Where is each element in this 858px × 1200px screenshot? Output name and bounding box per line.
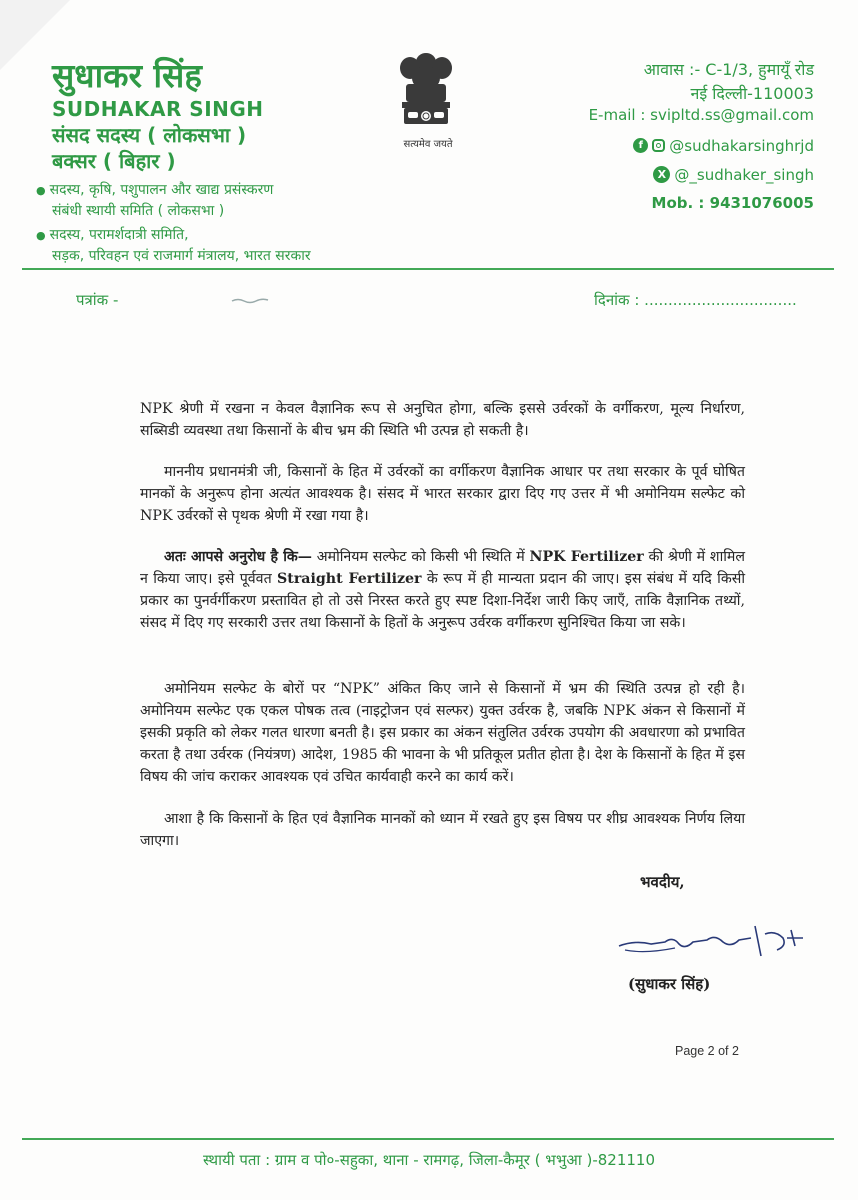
mobile-number: Mob. : 9431076005 xyxy=(651,194,814,212)
membership-line: सदस्य, परामर्शदात्री समिति, xyxy=(49,227,189,243)
bullet-icon: ● xyxy=(36,229,46,242)
paragraph-text: माननीय प्रधानमंत्री जी, किसानों के हित में उर्वरकों का वर्गीकरण वैज्ञानिक आधार पर तथा सरकार के पूर्व घोषित मानकों के अनुरूप होना अत्यंत आवश्यक है। संसद में भारत सरकार द्वारा दिए गए उत्तर में भी अमोनियम सल्फेट को NPK उर्वरकों से पृथक श्रेणी में रखा गया है। xyxy=(140,464,745,524)
instagram-icon xyxy=(652,139,665,152)
paragraph-1 xyxy=(140,398,745,442)
membership-item xyxy=(36,180,273,221)
x-handle: @_sudhaker_singh xyxy=(674,165,814,184)
date-label: दिनांक : ................................ xyxy=(594,291,797,309)
reference-number-label: पत्रांक - xyxy=(76,291,119,309)
paragraph-text: अमोनियम सल्फेट के बोरों पर “NPK” अंकित किए जाने से किसानों में भ्रम की स्थिति उत्पन्न हो रही है। अमोनियम सल्फेट एक एकल पोषक तत्व (नाइट्रोजन एवं सल्फर) युक्त उर्वरक है, जबकि NPK अंकन से किसानों में इसकी प्रकृति को लेकर गलत धारणा बनती है। इस प्रकार का अंकन संतुलित उर्वरक उपयोग की अवधारणा को प्रभावित करता है तथा उर्वरक (नियंत्रण) आदेश, 1985 की भावना के भी प्रतिकूल प्रतीत होता है। देश के किसानों के हित में इस विषय की जांच कराकर आवश्यक एवं उचित कार्यवाही करने का कार्य करें। xyxy=(140,681,745,785)
paragraph-text: NPK श्रेणी में रखना न केवल वैज्ञानिक रूप से अनुचित होगा, बल्कि इससे उर्वरकों के वर्गीकरण, मूल्य निर्धारण, सब्सिडी व्यवस्था तथा किसानों के बीच भ्रम की स्थिति भी उत्पन्न हो सकती है। xyxy=(140,401,745,439)
straight-fertilizer-term: Straight Fertilizer xyxy=(277,571,422,587)
membership-line: सड़क, परिवहन एवं राजमार्ग मंत्रालय, भारत सरकार xyxy=(52,248,311,264)
social-facebook-instagram[interactable] xyxy=(633,134,814,155)
salutation: भवदीय, xyxy=(640,873,685,891)
constituency-hindi: बक्सर ( बिहार ) xyxy=(52,149,176,173)
paragraph-text: के रूप में ही मान्यता प्रदान की जाए। इस संबंध में यदि किसी प्रकार का पुनर्वर्गीकरण प्रस्तावित हो तो उसे निरस्त करते हुए स्पष्ट दिशा-निर्देश जारी किए जाएँ, ताकि वैज्ञानिक तथ्यों, संसद में दिए गए सरकारी उत्तर तथा किसानों के हितों के अनुरूप उर्वरक वर्गीकरण सुनिश्चित किया जा सके। xyxy=(140,571,745,631)
national-emblem-icon xyxy=(386,44,466,134)
membership-item xyxy=(36,225,311,266)
social-x[interactable] xyxy=(653,164,814,184)
request-lead: अतः आपसे अनुरोध है कि— xyxy=(164,549,312,565)
redacted-mark xyxy=(230,296,270,304)
facebook-instagram-handle: @sudhakarsinghrjd xyxy=(669,136,814,155)
bullet-icon: ● xyxy=(36,184,46,197)
paragraph-2 xyxy=(140,461,745,527)
handwritten-signature xyxy=(615,920,815,964)
membership-line: संबंधी स्थायी समिति ( लोकसभा ) xyxy=(52,203,225,219)
footer-divider xyxy=(22,1138,834,1140)
page-number: Page 2 of 2 xyxy=(675,1044,739,1058)
x-logo-icon: X xyxy=(653,166,670,183)
paragraph-5 xyxy=(140,808,745,852)
email-text[interactable]: E-mail : svipltd.ss@gmail.com xyxy=(588,106,814,124)
signatory-name: (सुधाकर सिंह) xyxy=(628,975,711,993)
name-english: SUDHAKAR SINGH xyxy=(52,97,264,121)
header-divider xyxy=(22,268,834,270)
address-line: आवास :- C-1/3, हुमायूँ रोड xyxy=(643,60,814,79)
npk-fertilizer-term: NPK Fertilizer xyxy=(529,549,644,565)
emblem-motto: सत्यमेव जयते xyxy=(403,139,453,150)
paragraph-text: की श्रेणी में शामिल न किया जाए। इसे पूर्ववत xyxy=(140,549,746,587)
permanent-address: स्थायी पता : ग्राम व पो०-सहुका, थाना - रामगढ़, जिला-कैमूर ( भभुआ )-821110 xyxy=(202,1151,655,1169)
paragraph-3 xyxy=(140,546,745,634)
title-hindi: संसद सदस्य ( लोकसभा ) xyxy=(52,123,247,147)
address-city: नई दिल्ली-110003 xyxy=(690,84,814,103)
name-hindi: सुधाकर सिंह xyxy=(52,56,202,95)
paragraph-4 xyxy=(140,678,745,788)
paragraph-text: आशा है कि किसानों के हित एवं वैज्ञानिक मानकों को ध्यान में रखते हुए इस विषय पर शीघ्र आवश्यक निर्णय लिया जाएगा। xyxy=(140,811,745,849)
membership-line: सदस्य, कृषि, पशुपालन और खाद्य प्रसंस्करण xyxy=(49,182,274,198)
paragraph-text: अमोनियम सल्फेट को किसी भी स्थिति में xyxy=(311,549,530,565)
facebook-icon: f xyxy=(633,138,648,153)
